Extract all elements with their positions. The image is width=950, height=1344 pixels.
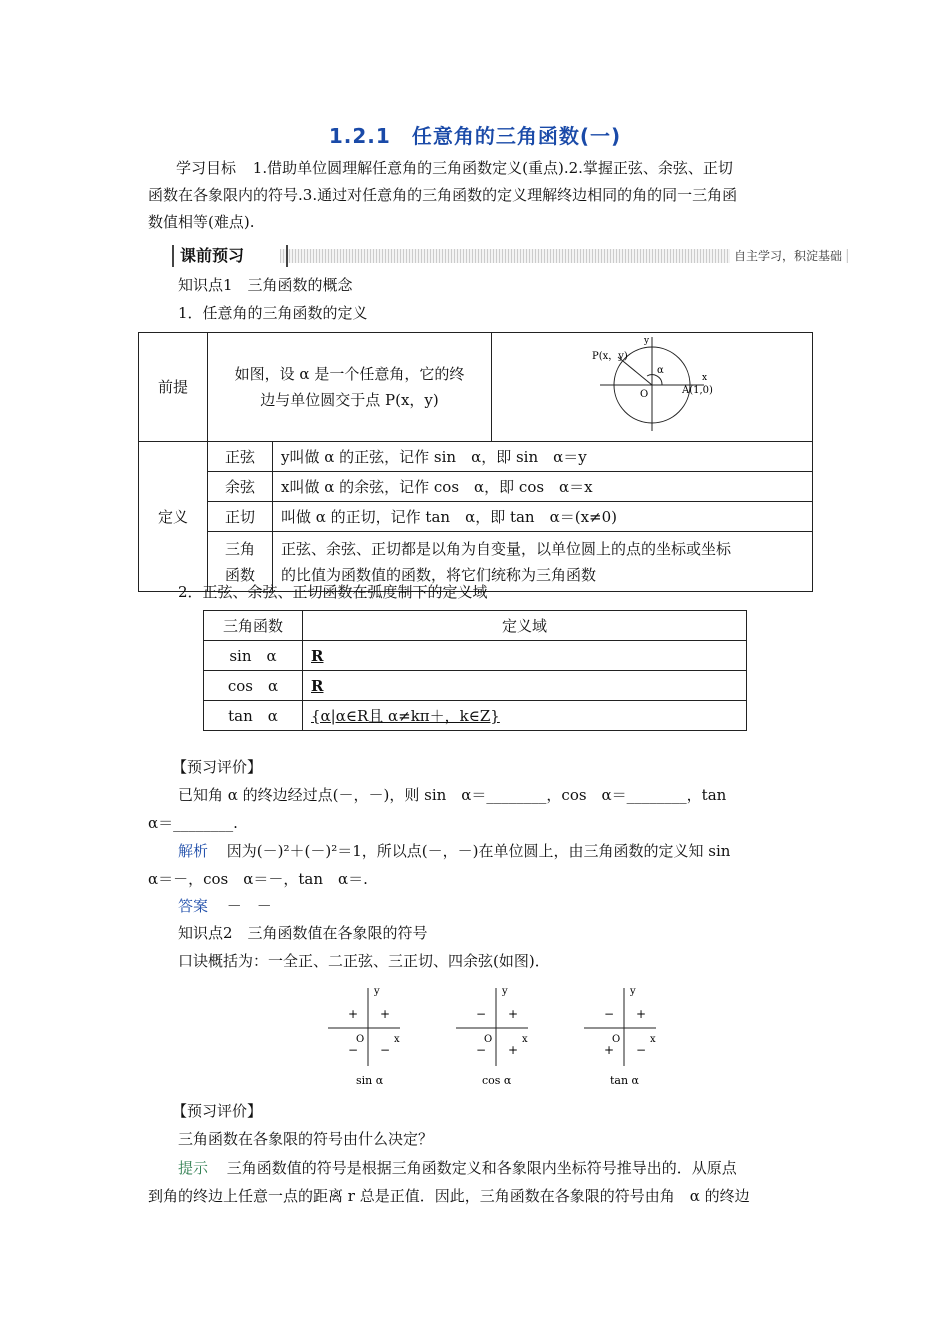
- learning-goals-text-2: 函数在各象限内的符号.3.通过对任意角的三角函数的定义理解终边相同的角的同一三角函: [148, 186, 738, 204]
- premise-text: [208, 333, 492, 442]
- domain-row-value: R: [303, 671, 747, 701]
- preview1-analysis-line-2: α＝－，cos α＝－，tan α＝.: [148, 870, 368, 888]
- y-axis-label: y: [374, 986, 380, 997]
- hint-label: 提示: [178, 1159, 209, 1177]
- diagram-caption: tan α: [610, 1074, 639, 1087]
- kp1-sub1: 1．任意角的三角函数的定义: [178, 304, 368, 322]
- hint-text-1: 三角函数值的符号是根据三角函数定义和各象限内坐标符号推导出的．从原点: [226, 1159, 737, 1177]
- kp2-mnemonic: 口诀概括为：一全正、二正弦、三正切、四余弦(如图)．: [178, 952, 550, 970]
- section-banner-subtitle: 自主学习，积淀基础: [730, 246, 846, 266]
- y-axis-label: y: [630, 986, 636, 997]
- q2-sign: −: [476, 1007, 487, 1021]
- analysis-text-1: 因为(－)²＋(－)²＝1，所以点(－，－)在单位圆上，由三角函数的定义知 sin: [226, 842, 731, 860]
- preview2-hint-line-2: 到角的终边上任意一点的距离 r 总是正值．因此，三角函数在各象限的符号由角 α 的终边: [148, 1187, 750, 1205]
- diagram-caption: cos α: [482, 1074, 512, 1087]
- answer-label: 答案: [178, 897, 209, 915]
- preview2-heading: 【预习评价】: [172, 1102, 263, 1120]
- q1-sign: +: [636, 1007, 647, 1021]
- domain-header-domain: 定义域: [303, 611, 747, 641]
- sine-definition: y叫做 α 的正弦，记作 sin α，即 sin α＝y: [273, 442, 813, 472]
- learning-goals-text-3: 数值相等(难点).: [148, 213, 255, 231]
- cosine-label: 余弦: [208, 472, 273, 502]
- cosine-definition: x叫做 α 的余弦，记作 cos α，即 cos α＝x: [273, 472, 813, 502]
- y-axis-label: y: [502, 986, 508, 997]
- origin-label: O: [640, 389, 649, 400]
- kp2-heading: 知识点2 三角函数值在各象限的符号: [178, 924, 428, 942]
- x-axis-label: x: [522, 1034, 528, 1045]
- sin-sign-diagram: [328, 986, 400, 1087]
- tan-sign-diagram: [584, 986, 656, 1087]
- point-p-label: P(x，y): [592, 351, 628, 362]
- q1-sign: +: [508, 1007, 519, 1021]
- domain-row-value: {α|α∈R且 α≠kπ＋，k∈Z}: [303, 701, 747, 731]
- kp1-heading: 知识点1 三角函数的概念: [178, 276, 353, 294]
- premise-text-line-2: 边与单位圆交于点 P(x，y): [260, 391, 439, 409]
- domain-row-value: R: [303, 641, 747, 671]
- origin-label: O: [356, 1034, 365, 1045]
- x-axis-label: x: [394, 1034, 400, 1045]
- trig-function-label-line-2: 函数: [224, 565, 255, 584]
- learning-goals-text-1: 1.借助单位圆理解任意角的三角函数定义(重点).2.掌握正弦、余弦、正切: [252, 159, 733, 177]
- definition-table: [138, 332, 813, 592]
- preview1-question-line-2: α＝________.: [148, 814, 238, 832]
- kp1-sub2: 2．正弦、余弦、正切函数在弧度制下的定义域: [178, 583, 488, 601]
- definition-label: 定义: [139, 442, 208, 592]
- trig-function-definition-line-2: 的比值为函数值的函数，将它们统称为三角函数: [281, 565, 597, 584]
- domain-row-function: cos α: [204, 671, 303, 701]
- q4-sign: −: [380, 1043, 391, 1057]
- premise-label: 前提: [139, 333, 208, 442]
- origin-label: O: [484, 1034, 493, 1045]
- unit-circle-cell: [492, 333, 813, 442]
- learning-goals-label: 学习目标: [176, 159, 237, 177]
- preview2-question: 三角函数在各象限的符号由什么决定？: [178, 1130, 434, 1148]
- preview1-heading: 【预习评价】: [172, 758, 263, 776]
- premise-text-line-1: 如图，设 α 是一个任意角，它的终: [234, 365, 465, 383]
- trig-function-label-line-1: 三角: [224, 539, 255, 558]
- q4-sign: −: [636, 1043, 647, 1057]
- answer-text: － －: [226, 897, 272, 915]
- sine-label: 正弦: [208, 442, 273, 472]
- quadrant-sign-diagrams: [320, 980, 680, 1090]
- diagram-caption: sin α: [356, 1074, 384, 1087]
- domain-row-function: sin α: [204, 641, 303, 671]
- q3-sign: +: [604, 1043, 615, 1057]
- section-banner-title: 课前预习: [172, 245, 288, 267]
- x-axis-label: x: [650, 1034, 656, 1045]
- q3-sign: −: [348, 1043, 359, 1057]
- preview1-analysis-line-1: [178, 838, 842, 864]
- tangent-definition: 叫做 α 的正切，记作 tan α，即 tan α＝(x≠0): [273, 502, 813, 532]
- q4-sign: +: [508, 1043, 519, 1057]
- origin-label: O: [612, 1034, 621, 1045]
- preview1-question-line-1: 已知角 α 的终边经过点(－，－)，则 sin α＝________，cos α＝________，tan: [178, 786, 727, 804]
- y-axis-label: y: [644, 336, 650, 346]
- q2-sign: −: [604, 1007, 615, 1021]
- tangent-label: 正切: [208, 502, 273, 532]
- domain-header-function: 三角函数: [204, 611, 303, 641]
- q3-sign: −: [476, 1043, 487, 1057]
- q1-sign: +: [380, 1007, 391, 1021]
- preview2-hint-line-1: [178, 1155, 842, 1181]
- analysis-label: 解析: [178, 842, 209, 860]
- trig-function-definition-line-1: 正弦、余弦、正切都是以角为自变量，以单位圆上的点的坐标或坐标: [281, 539, 732, 558]
- q2-sign: +: [348, 1007, 359, 1021]
- unit-circle-figure: [492, 333, 812, 433]
- page-title: 1.2.1 任意角的三角函数(一): [328, 124, 622, 148]
- angle-arc: [647, 375, 662, 385]
- domain-row-function: tan α: [204, 701, 303, 731]
- point-a-label: A(1,0): [682, 385, 713, 396]
- learning-goals-line-1: [148, 155, 812, 181]
- alpha-label: α: [657, 365, 664, 376]
- x-axis-label: x: [702, 373, 708, 383]
- preview1-answer: [178, 893, 842, 919]
- cos-sign-diagram: [456, 986, 528, 1087]
- domain-table: [203, 610, 747, 731]
